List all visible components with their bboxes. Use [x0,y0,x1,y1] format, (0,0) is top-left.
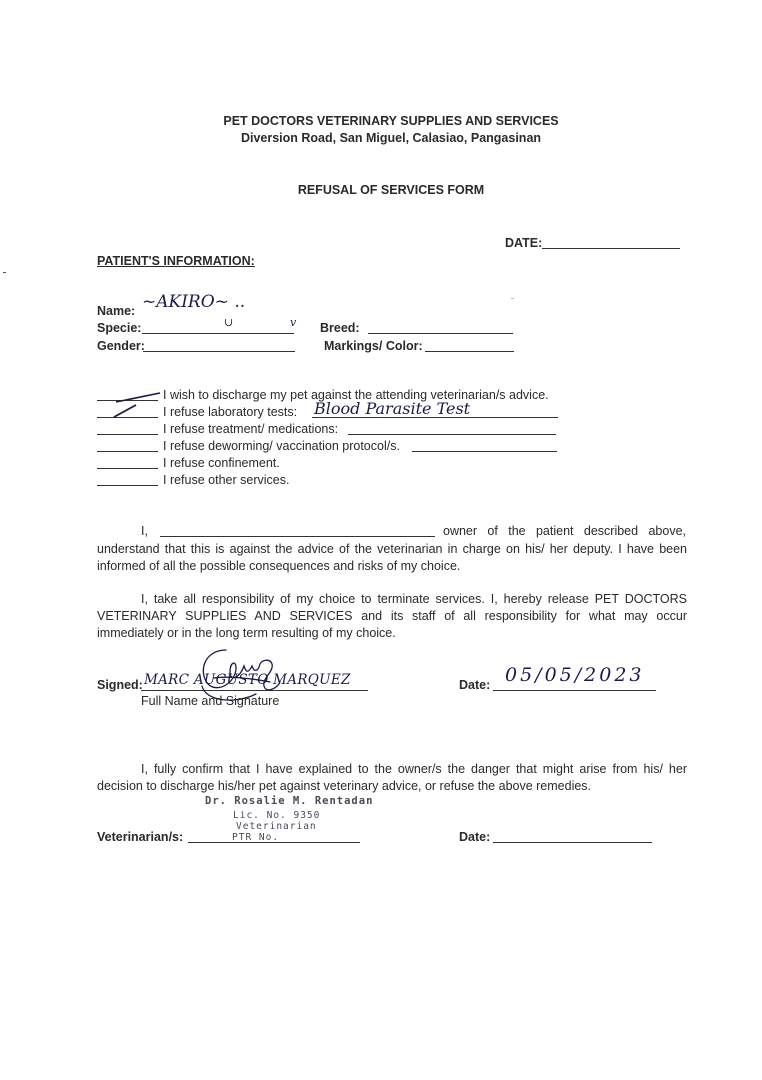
responsibility-statement [97,591,687,642]
name-value[interactable]: ~AKIRO~ .. [142,292,246,312]
company-address: Diversion Road, San Miguel, Calasiao, Pangasinan [240,131,542,145]
signed-date-field[interactable] [493,690,656,691]
veterinarian-field[interactable] [188,842,360,843]
breed-label: Breed: [320,321,360,335]
company-name: PET DOCTORS VETERINARY SUPPLIES AND SERVICES [223,114,559,128]
vet-stamp-name: Dr. Rosalie M. Rentadan [205,795,374,807]
vet-stamp-license: Lic. No. 9350 [233,810,321,821]
option-label: I refuse deworming/ vaccination protocol/s. [163,439,400,453]
gender-label: Gender: [97,339,145,353]
vet-statement-text: I, fully confirm that I have explained to the owner/s the danger that might arise from his/ her decision to discharge his/her pet against veterinary advice, or refuse the above remedies. [97,762,687,793]
specie-label: Specie: [97,321,142,335]
date-label: DATE: [505,236,543,250]
vet-statement [97,761,687,795]
date-field[interactable] [542,248,680,249]
vet-date-field[interactable] [493,842,652,843]
gender-field[interactable] [143,351,295,352]
owner-statement-suffix: owner of the patient described above, [443,524,686,538]
signed-date-value[interactable]: 05/05/2023 [505,664,645,686]
signature-caption: Full Name and Signature [141,694,280,708]
treatment-field[interactable] [348,434,556,435]
owner-statement-rest: understand that this is against the advice of the veterinarian in charge on his/ her deputy. I have been informed of all the possible consequences and risks of my choice. [97,542,687,573]
lab-tests-value[interactable]: Blood Parasite Test [314,399,471,418]
check-stroke-icon [112,403,162,419]
option-label: I refuse confinement. [163,456,280,470]
responsibility-text: I, take all responsibility of my choice to terminate services. I, hereby release PET DOCTORS VETERINARY SUPPLIES AND SERVICES and its staff of all responsibility for what may occur immediately or in the long term resulting of my choice. [97,592,687,640]
signed-label: Signed: [97,678,143,692]
patient-section-title: PATIENT'S INFORMATION: [97,254,255,268]
deworming-field[interactable] [412,451,557,452]
markings-field[interactable] [425,351,514,352]
owner-statement-prefix: I, [141,524,148,538]
breed-field[interactable] [368,333,513,334]
option-check-line[interactable] [97,468,158,469]
vet-stamp-title: Veterinarian [236,821,317,832]
veterinarian-label: Veterinarian/s: [97,830,184,844]
option-label: I refuse other services. [163,473,290,487]
check-stroke-icon [114,390,164,404]
name-label: Name: [97,304,136,318]
owner-statement-text [97,541,687,575]
signed-name-value[interactable]: MARC AUGUSTO MARQUEZ [144,672,351,688]
markings-label: Markings/ Color: [324,339,423,353]
option-check-line[interactable] [97,451,158,452]
scan-speck [511,298,514,299]
scan-speck [3,272,6,273]
option-check-line[interactable] [97,434,158,435]
signed-date-label: Date: [459,678,491,692]
option-label: I wish to discharge my pet against the attending veterinarian/s advice. [163,388,549,402]
vet-date-label: Date: [459,830,491,844]
specie-field[interactable] [142,333,294,334]
option-check-line[interactable] [97,485,158,486]
option-label: I refuse laboratory tests: [163,405,298,419]
owner-name-field[interactable] [160,536,435,537]
specie-mark: v [290,316,297,329]
form-title: REFUSAL OF SERVICES FORM [297,183,485,197]
vet-stamp-ptr: PTR No. [232,832,280,843]
option-label: I refuse treatment/ medications: [163,422,339,436]
specie-mark: ∪ [224,316,234,329]
